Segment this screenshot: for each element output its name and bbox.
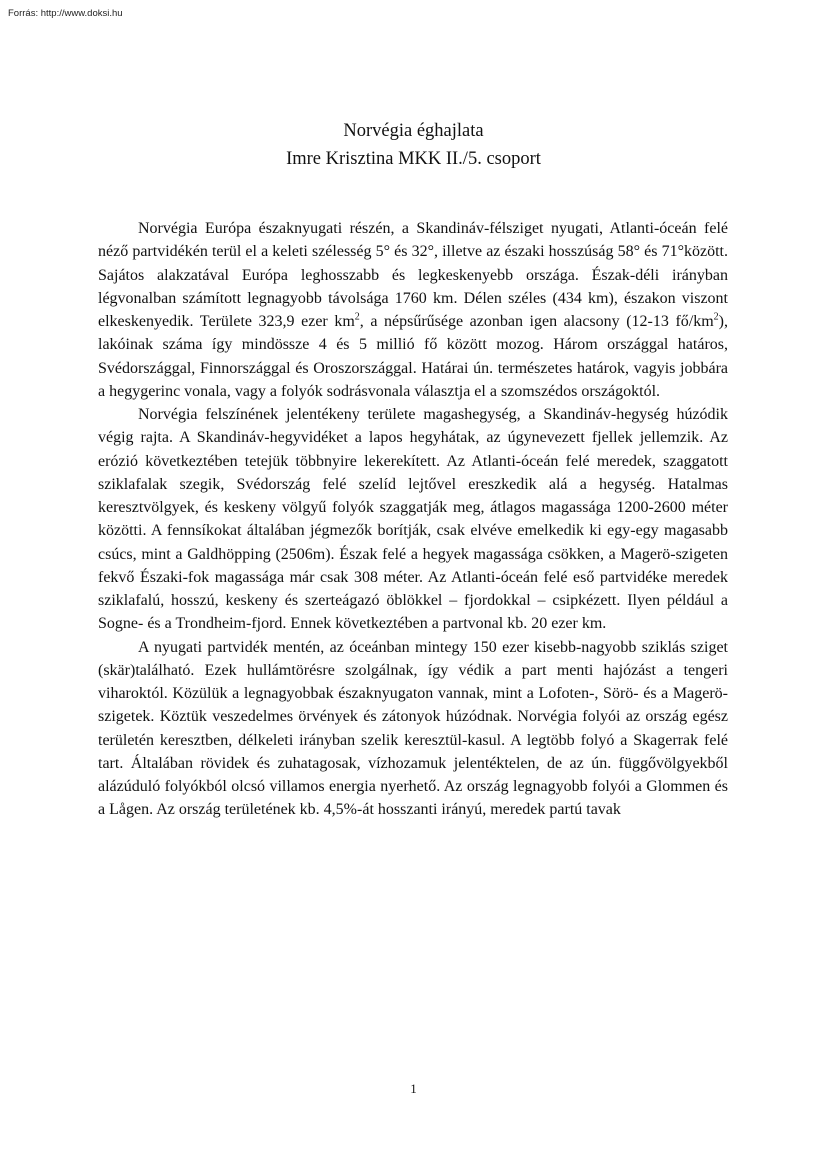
source-label: Forrás: http://www.doksi.hu [8,8,123,19]
document-title: Norvégia éghajlata [343,121,484,141]
superscript-2: 2 [713,311,719,323]
paragraph-1 [98,217,728,403]
paragraph-1-text-c: ), lakóinak száma így mindössze 4 és 5 millió fő között mozog. Három országgal határos, Svédországgal, Finnországgal és Oroszországgal. Határai ún. természetes határok, vagyis jobbára a hegygerinc vonala, vagy a folyók sodrásvonala választja el a szomszédos országoktól. [98,313,728,400]
paragraph-3: A nyugati partvidék mentén, az óceánban mintegy 150 ezer kisebb-nagyobb sziklás sziget (skär)található. Ezek hullámtörésre szolgálnak, így védik a part menti hajózást a tengeri viharoktól. Közülük a legnagyobbak északnyugaton vannak, mint a Lofoten-, Sörö- és a Magerö-szigetek. Köztük veszedelmes örvények és zátonyok húzódnak. Norvégia folyói az ország egész területén keresztben, délkeleti irányban szelik keresztül-kasul. A legtöbb folyó a Skagerrak felé tart. Általában rövidek és zuhatagosak, vízhozamuk jelentéktelen, de az ún. függővölgyekből alázúduló folyókból olcsó villamos energia nyerhető. Az ország legnagyobb folyói a Glommen és a Lågen. Az ország területének kb. 4,5%-át hosszanti irányú, meredek partú tavak [98,638,728,819]
superscript-2: 2 [354,311,360,323]
paragraph-1-text-a: Norvégia Európa északnyugati részén, a Skandináv-félsziget nyugati, Atlanti-óceán felé néző partvidékén terül el a keleti szélesség 5° és 32°, illetve az északi hosszúság 58° és 71°között. Sajátos alakzatával Európa leghosszabb és legkeskenyebb országa. Észak-déli irányban légvonalban számított legnagyobb távolsága 1760 km. Délen széles (434 km), északon viszont elkeskenyedik. Területe 323,9 ezer km [98,220,728,330]
document-header [0,117,827,173]
paragraph-1-text-b: , a népsűrűsége azonban igen alacsony (12-13 fő/km [359,313,714,330]
paragraph-2: Norvégia felszínének jelentékeny területe magashegység, a Skandináv-hegység húzódik végig rajta. A Skandináv-hegyvidéket a lapos hegyhátak, az úgynevezett fjellek jellemzik. Az erózió következtében tetejük többnyire lekerekített. Az Atlanti-óceán felé meredek, szaggatott sziklafalak szegik, Svédország felé szelíd lejtővel ereszkedik alá a hegység. Hatalmas keresztvölgyek, és keskeny völgyű folyók szaggatják meg, átlagos magassága 1200-2600 méter közötti. A fennsíkokat általában jégmezők borítják, csak elvéve emelkedik ki egy-egy magasabb csúcs, mint a Galdhöpping (2506m). Észak felé a hegyek magassága csökken, a Magerö-szigeten fekvő Északi-fok magassága már csak 308 méter. Az Atlanti-óceán felé eső partvidéke meredek sziklafalú, hosszú, keskeny és szerteágazó öblökkel – fjordokkal – csipkézett. Ilyen például a Sogne- és a Trondheim-fjord. Ennek következtében a partvonal kb. 20 ezer km. [98,406,728,633]
document-author: Imre Krisztina MKK II./5. csoport [286,149,541,169]
document-body [98,217,728,822]
page-number: 1 [410,1081,417,1096]
